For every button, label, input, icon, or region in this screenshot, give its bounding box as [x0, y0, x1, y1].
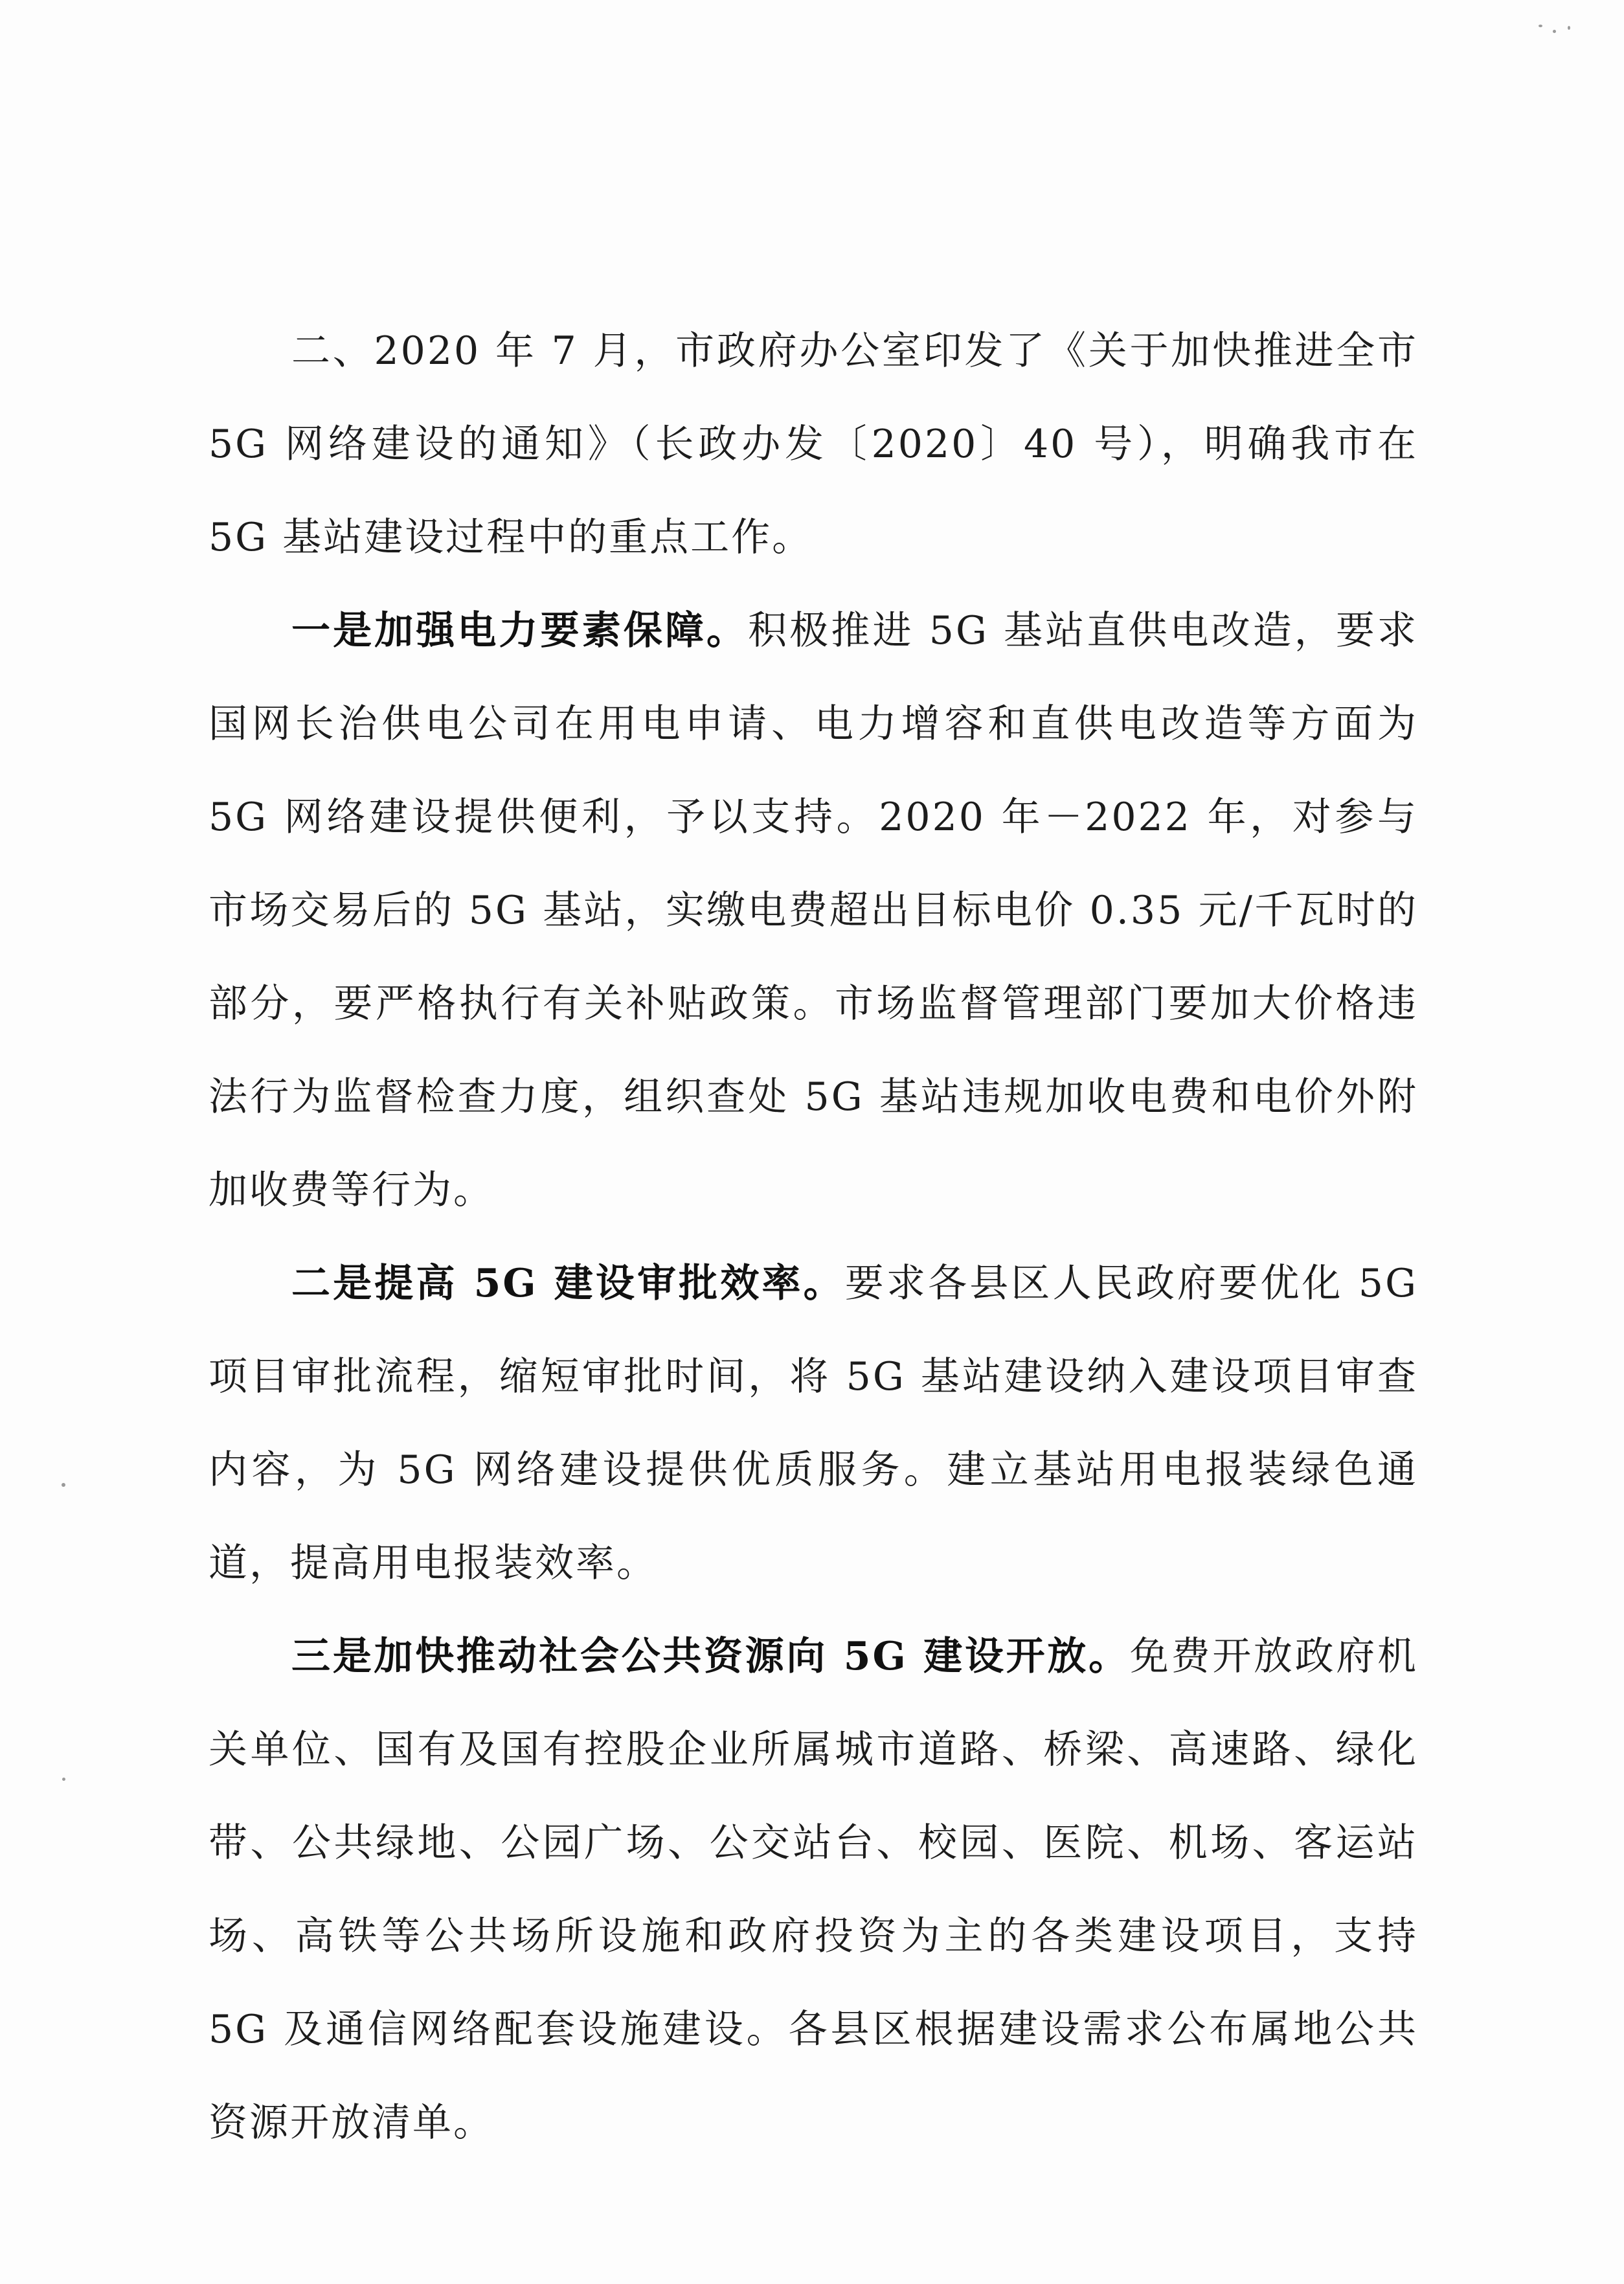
- document-body: [209, 304, 1418, 2169]
- scan-speck: [1568, 26, 1570, 30]
- paragraph-lead: 二是提高 5G 建设审批效率。: [291, 1261, 845, 1306]
- scan-speck: [62, 1778, 65, 1781]
- paragraph-public-resources: [209, 1610, 1418, 2169]
- scan-speck: [1539, 25, 1542, 27]
- paragraph-text: 积极推进 5G 基站直供电改造，要求国网长治供电公司在用电申请、电力增容和直供电改造等方面为 5G 网络建设提供便利，予以支持。2020 年－2022 年，对参与市场交易后的 5G 基站，实缴电费超出目标电价 0.35 元/千瓦时的部分，要严格执行有关补贴政策。市场监督管理部门要加大价格违法行为监督检查力度，组织查处 5G 基站违规加收电费和电价外附加收费等行为。: [209, 608, 1419, 1213]
- scan-speck: [62, 1483, 65, 1487]
- paragraph-approval-efficiency: [209, 1237, 1418, 1610]
- paragraph-notice: [209, 304, 1418, 584]
- paragraph-text: 二、2020 年 7 月，市政府办公室印发了《关于加快推进全市 5G 网络建设的通知》（长政办发〔2020〕40 号），明确我市在 5G 基站建设过程中的重点工作。: [209, 328, 1418, 560]
- paragraph-lead: 一是加强电力要素保障。: [291, 608, 749, 653]
- scan-speck: [1553, 30, 1556, 33]
- paragraph-power-support: [209, 584, 1418, 1237]
- paragraph-text: 要求各县区人民政府要优化 5G 项目审批流程，缩短审批时间，将 5G 基站建设纳入建设项目审查内容，为 5G 网络建设提供优质服务。建立基站用电报装绿色通道，提高用电报装效率。: [209, 1261, 1418, 1586]
- paragraph-text: 免费开放政府机关单位、国有及国有控股企业所属城市道路、桥梁、高速路、绿化带、公共绿地、公园广场、公交站台、校园、医院、机场、客运站场、高铁等公共场所设施和政府投资为主的各类建设项目，支持 5G 及通信网络配套设施建设。各县区根据建设需求公布属地公共资源开放清单。: [209, 1634, 1419, 2145]
- paragraph-lead: 三是加快推动社会公共资源向 5G 建设开放。: [291, 1634, 1130, 1679]
